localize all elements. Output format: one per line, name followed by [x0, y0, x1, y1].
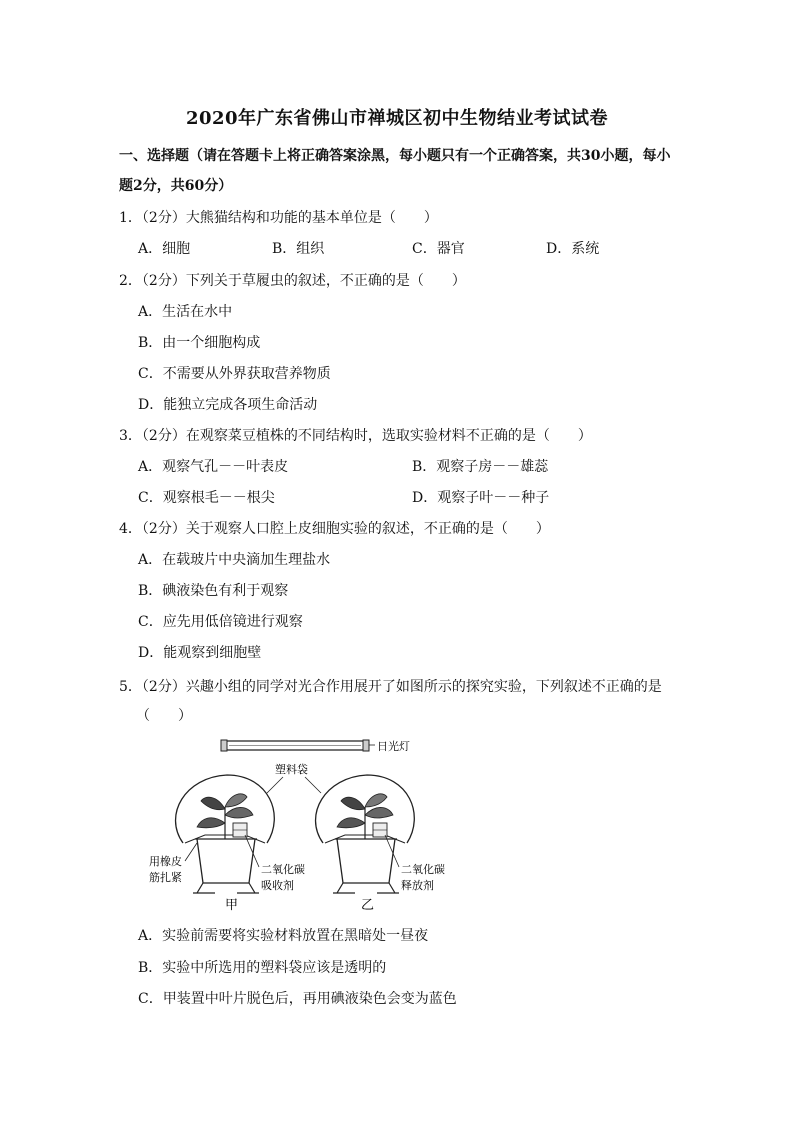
question-1-option-d[interactable]: D．系统	[546, 241, 600, 257]
question-2-option-d[interactable]: D．能独立完成各项生命活动	[138, 397, 318, 413]
question-3-option-d[interactable]: D．观察子叶－－种子	[412, 490, 550, 506]
exam-title: 2020年广东省佛山市禅城区初中生物结业考试试卷	[185, 108, 609, 129]
question-4-option-c[interactable]: C．应先用低倍镜进行观察	[138, 614, 303, 630]
band-label-1: 用橡皮	[149, 855, 182, 868]
question-3-option-c[interactable]: C．观察根毛－－根尖	[138, 490, 275, 506]
question-2-option-c[interactable]: C．不需要从外界获取营养物质	[138, 366, 331, 382]
question-5-option-c[interactable]: C．甲装置中叶片脱色后，再用碘液染色会变为蓝色	[138, 991, 457, 1007]
release-label-2: 释放剂	[401, 879, 434, 892]
question-1-stem: 1．（2分）大熊猫结构和功能的基本单位是（ ）	[119, 210, 438, 226]
bag-label: 塑料袋	[275, 763, 308, 776]
question-2-option-a[interactable]: A．生活在水中	[138, 304, 233, 320]
experiment-diagram	[145, 735, 475, 915]
section-heading-line2: 题2分，共60分）	[119, 178, 233, 194]
experiment-figure	[145, 735, 475, 915]
apparatus-left	[176, 775, 275, 893]
question-5-stem-cont: （ ）	[136, 708, 192, 724]
question-4-stem: 4．（2分）关于观察人口腔上皮细胞实验的叙述，不正确的是（ ）	[119, 521, 550, 537]
question-3-option-b[interactable]: B．观察子房－－雄蕊	[412, 459, 549, 475]
apparatus-right	[316, 775, 415, 893]
absorb-label-2: 吸收剂	[261, 879, 294, 892]
question-2-option-b[interactable]: B．由一个细胞构成	[138, 335, 261, 351]
lamp-label: 日光灯	[377, 740, 410, 753]
question-3-option-a[interactable]: A．观察气孔－－叶表皮	[138, 459, 289, 475]
question-4-option-a[interactable]: A．在载玻片中央滴加生理盐水	[138, 552, 331, 568]
question-5-stem: 5．（2分）兴趣小组的同学对光合作用展开了如图所示的探究实验，下列叙述不正确的是	[119, 679, 662, 695]
question-1-option-a[interactable]: A．细胞	[138, 241, 191, 257]
release-label-1: 二氧化碳	[401, 863, 445, 876]
apparatus-label-b: 乙	[361, 898, 375, 913]
question-4-option-d[interactable]: D．能观察到细胞壁	[138, 645, 262, 661]
lamp-icon	[221, 740, 369, 751]
question-1-option-c[interactable]: C．器官	[412, 241, 465, 257]
section-heading-line1: 一、选择题（请在答题卡上将正确答案涂黑，每小题只有一个正确答案，共30小题，每小	[119, 148, 671, 164]
question-4-option-b[interactable]: B．碘液染色有利于观察	[138, 583, 289, 599]
absorb-label-1: 二氧化碳	[261, 863, 305, 876]
question-1-option-b[interactable]: B．组织	[272, 241, 325, 257]
band-label-2: 筋扎紧	[149, 871, 182, 884]
apparatus-label-a: 甲	[225, 898, 239, 913]
question-5-option-b[interactable]: B．实验中所选用的塑料袋应该是透明的	[138, 960, 387, 976]
question-3-stem: 3．（2分）在观察菜豆植株的不同结构时，选取实验材料不正确的是（ ）	[119, 428, 592, 444]
question-2-stem: 2．（2分）下列关于草履虫的叙述，不正确的是（ ）	[119, 273, 466, 289]
question-5-option-a[interactable]: A．实验前需要将实验材料放置在黑暗处一昼夜	[138, 928, 429, 944]
